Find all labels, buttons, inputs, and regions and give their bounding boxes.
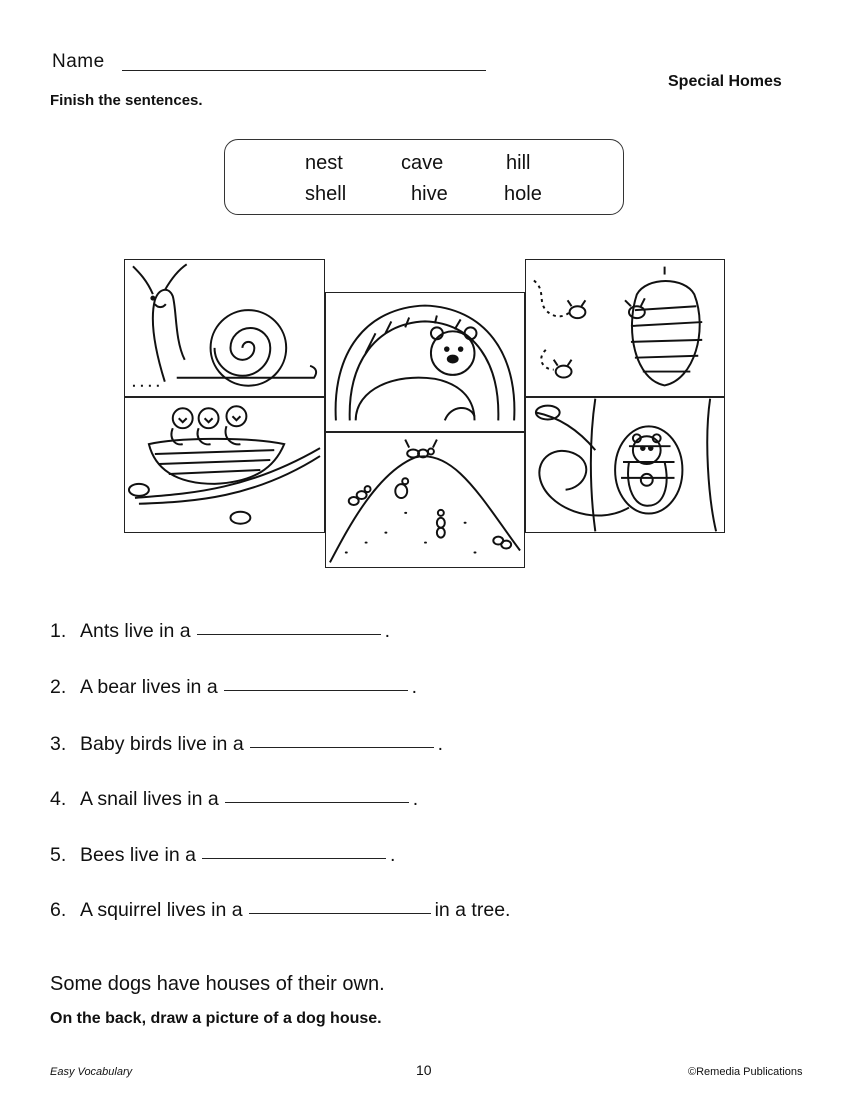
bonus-text: Some dogs have houses of their own. [50,973,385,995]
bear-cave-picture [325,292,525,432]
ant-hill-picture [325,432,525,568]
bee-hive-icon [526,260,724,396]
sentence-5 [50,844,395,867]
snail-icon [125,260,324,396]
sentence-3 [50,733,443,756]
footer-copyright: ©Remedia Publications [688,1066,803,1078]
page-number: 10 [416,1062,432,1078]
word-hive: hive [411,183,448,205]
sentence-end: . [437,733,444,755]
sentence-text: A bear lives in a [80,676,218,698]
sentence-text: Baby birds live in a [80,733,244,755]
sentence-end: . [412,788,419,810]
sentence-end: in a tree. [434,899,511,921]
answer-blank-1[interactable] [197,633,381,635]
sentence-number: 3. [50,733,67,755]
name-field[interactable] [122,70,486,71]
footer-book-title: Easy Vocabulary [50,1066,133,1078]
bee-hive-picture [525,259,725,397]
sentence-6 [50,899,510,922]
bird-nest-icon [125,398,324,532]
sentence-2 [50,676,417,699]
answer-blank-3[interactable] [250,746,434,748]
sentence-text: A squirrel lives in a [80,899,243,921]
answer-blank-4[interactable] [225,801,409,803]
snail-picture [124,259,325,397]
word-shell: shell [305,183,347,205]
bird-nest-picture [124,397,325,533]
name-label: Name [52,51,105,72]
word-hill: hill [506,152,531,174]
squirrel-hole-picture [525,397,725,533]
sentence-number: 6. [50,899,67,921]
sentence-end: . [411,676,418,698]
sentence-4 [50,788,418,811]
word-cave: cave [401,152,444,174]
sentence-text: A snail lives in a [80,788,219,810]
sentence-end: . [384,620,390,642]
sentence-text: Bees live in a [80,844,196,866]
word-nest: nest [305,152,343,174]
sentence-text: Ants live in a [80,620,191,642]
sentence-1 [50,620,390,643]
sentence-number: 4. [50,788,67,810]
ant-hill-icon [326,433,524,567]
sentence-number: 2. [50,676,67,698]
answer-blank-6[interactable] [249,912,431,914]
sentence-number: 1. [50,620,67,642]
instruction: Finish the sentences. [50,92,203,109]
squirrel-hole-icon [526,398,724,532]
bonus-instruction: On the back, draw a picture of a dog house. [50,1010,382,1027]
sentence-number: 5. [50,844,67,866]
answer-blank-2[interactable] [224,689,408,691]
answer-blank-5[interactable] [202,857,386,859]
bear-cave-icon [326,293,524,431]
page-title: Special Homes [668,73,782,90]
word-hole: hole [504,183,542,205]
sentence-end: . [389,844,396,866]
word-bank [224,139,624,215]
